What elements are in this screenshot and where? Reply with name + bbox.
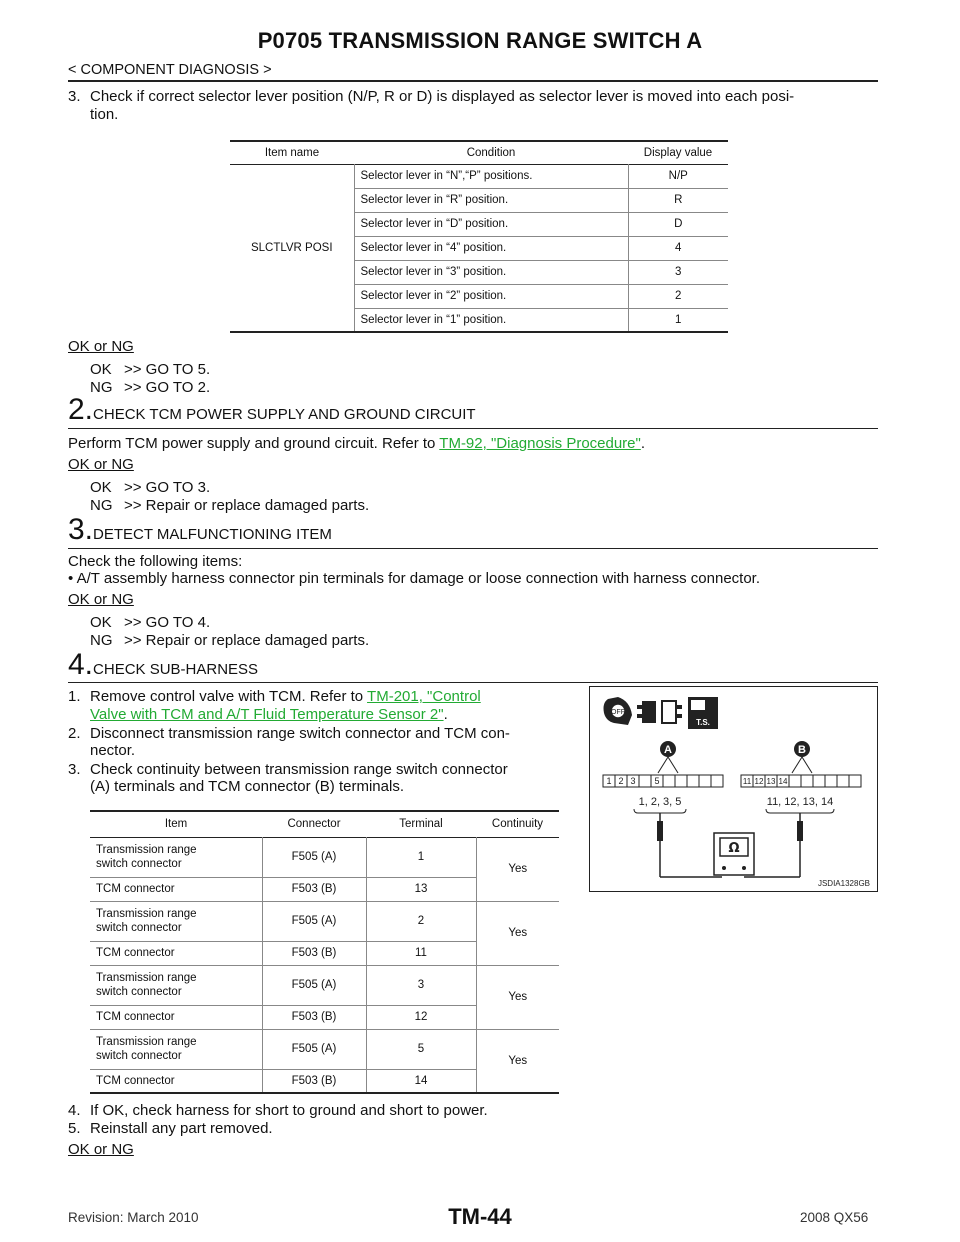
item-cell: TCM connector [90,1005,262,1029]
continuity-diagram [589,686,878,892]
step3-heading: 3.DETECT MALFUNCTIONING ITEM [68,513,332,546]
step-rule [68,682,878,683]
ref-link[interactable]: TM-201, "Control [367,688,481,705]
off-label: OFF [611,709,625,716]
connector-cell: F505 (A) [262,901,366,941]
connector-b-caption: 11, 12, 13, 14 [766,796,834,808]
item-cell: TCM connector [90,941,262,965]
connector-pin [675,775,687,787]
connector-cell: F503 (B) [262,1005,366,1029]
step-rule [68,548,878,549]
connector-a-caption: 1, 2, 3, 5 [638,796,682,808]
pin-number: 12 [754,777,764,786]
terminal-cell: 5 [366,1029,476,1069]
terminal-cell: 1 [366,837,476,877]
connector-pin [837,775,849,787]
page-number: TM-44 [448,1204,512,1229]
table-header: Connector [287,818,341,831]
page-title: P0705 TRANSMISSION RANGE SWITCH A [257,28,703,53]
terminal-cell: 14 [366,1069,476,1093]
condition-cell: Selector lever in “1” position. [354,308,628,332]
connector-cell: F503 (B) [262,941,366,965]
connector-cell: F503 (B) [262,877,366,901]
connector-pin [711,775,723,787]
condition-cell: Selector lever in “D” position. [354,212,628,236]
item-cell: Transmission range switch connector [90,1029,262,1069]
connector-pin [801,775,813,787]
terminal-cell: 11 [366,941,476,965]
display-value-cell: 2 [675,290,682,302]
connector-pin [849,775,861,787]
pin-number: 13 [766,777,776,786]
condition-cell: Selector lever in “3” position. [354,260,628,284]
display-value-cell: 1 [675,313,682,326]
step4-item4: 4. If OK, check harness for short to ground and short to power. [68,1102,488,1119]
condition-cell: Selector lever in “4” position. [354,236,628,260]
connector-b-pins [741,775,861,787]
connector-pin [813,775,825,787]
terminal-cell: 12 [366,1005,476,1029]
item-cell: TCM connector [90,877,262,901]
model-text: 2008 QX56 [800,1210,869,1225]
table-header: Terminal [399,818,443,831]
ng-result: NG >> Repair or replace damaged parts. [90,497,370,514]
connector-pin [825,775,837,787]
terminal-cell: 13 [366,877,476,901]
revision-text: Revision: March 2010 [68,1210,199,1225]
ng-result: NG >> Repair or replace damaged parts. [90,632,370,649]
display-value-cell: D [674,218,683,230]
table-header: Continuity [491,818,544,831]
item-cell: Transmission range switch connector [90,965,262,1005]
condition-cell: Selector lever in “R” position. [354,188,628,212]
ng-result: NG >> GO TO 2. [90,379,211,396]
continuity-cell: Yes [476,965,559,1029]
ref-link[interactable]: Valve with TCM and A/T Fluid Temperature Sensor 2" [90,706,444,723]
step4-item2: 2. Disconnect transmission range switch connector and TCM con- [68,725,510,742]
header-rule [68,80,878,82]
continuity-cell: Yes [476,901,559,965]
step1-item3: 3. Check if correct selector lever position (N/P, R or D) is displayed as selector lever is moved into each posi- [68,88,795,105]
ohm-symbol: Ω [728,841,740,856]
connector-pin [789,775,801,787]
table-header: Condition [466,146,516,159]
pin-number: 2 [618,776,624,786]
diagram-svg [590,687,877,891]
connector-a-label: A [664,744,672,756]
ok-or-ng-label: OK or NG [68,591,134,608]
connector-cell: F505 (A) [262,965,366,1005]
connector-b-label: B [798,744,806,756]
figure-code: JSDIA1328GB [817,879,870,888]
pin-number: 1 [606,776,612,786]
probe-b [797,821,803,841]
pin-number: 5 [654,776,660,786]
section-subtitle: < COMPONENT DIAGNOSIS > [68,62,272,78]
ts-label: T.S. [696,718,710,727]
probe-a [657,821,663,841]
connector-cell: F503 (B) [262,1069,366,1093]
pin-number: 3 [630,776,636,786]
continuity-table [90,810,559,1094]
step4-item1: 1. Remove control valve with TCM. Refer to TM-201, "Control [68,688,481,705]
condition-cell: Selector lever in “N”,“P” positions. [354,164,628,188]
connector-cell: F505 (A) [262,1029,366,1069]
display-value-cell: 4 [675,242,682,254]
step4-item1-cont: Valve with TCM and A/T Fluid Temperature Sensor 2". [90,706,448,723]
item-cell: Transmission range switch connector [90,901,262,941]
table-header: Display value [643,146,713,159]
condition-cell: Selector lever in “2” position. [354,284,628,308]
ok-or-ng-label: OK or NG [68,456,134,473]
display-value-cell: N/P [668,170,688,182]
item-cell: Transmission range switch connector [90,837,262,877]
connector-pin [663,775,675,787]
tester-icon [688,697,718,729]
step4-item3: 3. Check continuity between transmission range switch connector [68,761,508,778]
connector-pin [639,775,651,787]
ok-result: OK >> GO TO 5. [90,361,211,378]
step4-item2-cont: nector. [90,742,136,759]
step4-item3-cont: (A) terminals and TCM connector (B) terminals. [90,778,404,795]
step2-heading: 2.CHECK TCM POWER SUPPLY AND GROUND CIRCUIT [68,393,476,426]
step3-text: Check the following items: [68,553,243,570]
terminal-cell: 3 [366,965,476,1005]
terminal-cell: 2 [366,901,476,941]
ok-or-ng-label: OK or NG [68,1141,134,1158]
selector-table [230,140,728,333]
display-value-cell: R [674,194,683,206]
ok-or-ng-label: OK or NG [68,338,134,355]
display-value-cell: 3 [675,266,682,278]
connector-a-pins [603,775,723,787]
connector-pin [687,775,699,787]
ignition-off-icon [604,697,633,725]
step3-bullet: • A/T assembly harness connector pin terminals for damage or loose connection with harness connector. [68,570,761,587]
pin-number: 11 [742,777,752,786]
item-cell: TCM connector [90,1069,262,1093]
table-header: Item name [264,146,320,159]
connector-disconnect-icon [637,701,682,723]
step2-text: Perform TCM power supply and ground circuit. Refer to TM-92, "Diagnosis Procedure". [68,435,646,452]
ref-link[interactable]: TM-92, "Diagnosis Procedure" [439,435,641,452]
item-name-cell: SLCTLVR POSI [230,164,354,332]
continuity-cell: Yes [476,837,559,901]
ok-result: OK >> GO TO 3. [90,479,211,496]
step-rule [68,428,878,429]
step1-item3-cont: tion. [90,106,119,123]
connector-cell: F505 (A) [262,837,366,877]
table-header: Item [164,818,188,831]
pin-number: 14 [778,777,788,786]
ohmmeter-icon [714,833,754,875]
ok-result: OK >> GO TO 4. [90,614,211,631]
step4-item5: 5. Reinstall any part removed. [68,1120,273,1137]
step4-heading: 4.CHECK SUB-HARNESS [68,648,259,681]
connector-pin [699,775,711,787]
continuity-cell: Yes [508,1054,528,1067]
